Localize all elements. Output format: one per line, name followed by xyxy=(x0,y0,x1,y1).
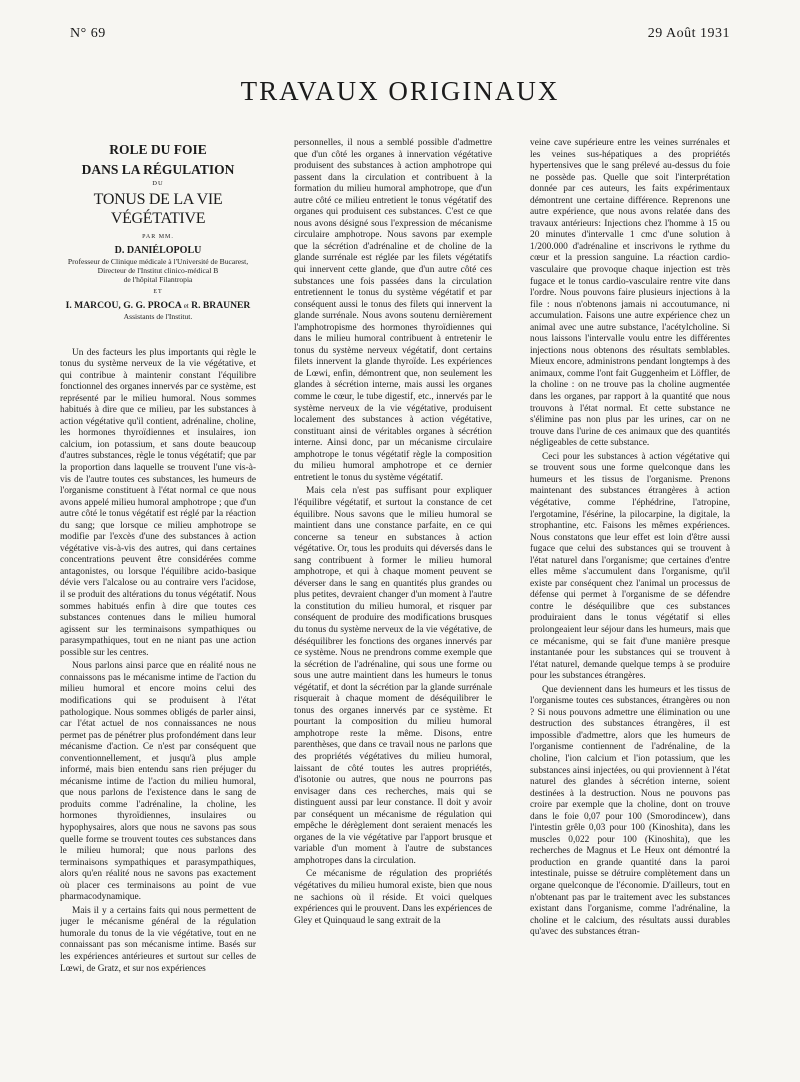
col2-paragraph-1: personnelles, il nous a semblé possible d'admettre que d'un côté les organes à innervation végétative produisent des substances à action amphotrope qui passent dans la circulation et contribuent à la formation du milieu humoral amphotrope, que d'un autre côté ce milieu entretient le tonus végétatif des organes qui produisent ces substances. C'est ce que nous avons désigné sous l'expression de mécanisme circulaire amphotrope. Nous savons par exemple que la sécrétion d'adrénaline et de choline de la glande surrénale est réglée par les filets végétatifs qui innervent cette glande, que d'un autre côté ces substances une fois passées dans la circulation entretiennent le tonus du système végétatif et par conséquent aussi le tonus des filets qui innervent la glande surrénale. Nous avons soutenu dernièrement l'amphotropisme des hormones thyroïdiennes qui dans le milieu humoral contribuent à entretenir le tonus du système nerveux végétatif, dont certains filets innervent la glande thyroïde. Les expériences de Lœwi, enfin, démontrent que, non seulement les glandes à sécrétion interne, mais aussi les organes comme le cœur, le tube digestif, etc., innervés par le système nerveux de la vie végétative, produisent localement des substances à action végétative, constituant ainsi de véritables organes à sécrétion interne. Ainsi donc, par un mécanisme circulaire amphotrope le tonus végétatif règle la composition du milieu humoral amphotrope et ce dernier entretient le tonus du système végétatif. xyxy=(294,138,492,483)
author-1-affiliation-3: de l'hôpital Filantropia xyxy=(123,275,193,285)
author-1: D. DANIÉLOPOLU xyxy=(114,245,202,257)
article-title-line-3: TONUS DE LA VIE VÉGÉTATIVE xyxy=(93,190,223,227)
byline-et: ET xyxy=(153,289,163,296)
col2-paragraph-3: Ce mécanisme de régulation des propriétés végétatives du milieu humoral existe, bien que nous ne sachions où il réside. Et voici quelques expériences qui le prouvent. Dans les expériences de Gley et Quinquaud le sang extrait de la xyxy=(294,869,492,926)
author-1-affiliation-1: Professeur de Clinique médicale à l'Université de Bucarest, xyxy=(67,256,249,266)
col3-paragraph-1: veine cave supérieure entre les veines surrénales et les veines sus-hépatiques a des propriétés hypertensives que le sang prélevé au-dessus du foie ne possède pas. Quelle que soit l'interprétation donnée par ces auteurs, les faits expérimentaux démontrent une certaine différence. Reprenons une autre expérience, que nous avons relatée dans des travaux antérieurs: Injections chez l'homme à 15 ou 20 minutes d'intervalle 1 cmc d'une solution à 1/200.000 d'adrénaline et inscrivons le rythme du cœur et la pression sanguine. La réaction cardio-vasculaire que provoque chaque injection est très fugace et le tonus cardio-vasculaire rentre vite dans l'ordre. Nous pouvons faire plusieurs injections à la file : nous n'obtenons jamais ni accoutumance, ni accumulation. Faisons une autre expérience chez un animal avec une autre substance, l'acétylcholine. Si nous laissons l'intervalle voulu entre les différentes injections nous obtenons des résultats semblables. Mieux encore, administrons pendant longtemps à des animaux, comme l'ont fait Guggenheim et Löffler, de la choline : on ne trouve pas la choline augmentée dans les organes, par rapport à la quantité que nous trouvons à l'état normal. Et cette substance ne s'élimine pas non plus par les urines, car on ne trouve dans l'urine de ces animaux que des quantités négligeables de cette substance. xyxy=(530,138,730,449)
article-title-du: DU xyxy=(152,180,164,187)
col2-paragraph-2: Mais cela n'est pas suffisant pour expliquer l'équilibre végétatif, et surtout la constance de cet équilibre. Nous savons que le milieu humoral se maintient dans une constance parfaite, en ce qui concerne sa teneur en substances à action végétative. Or, tous les produits qui déversés dans le sang contribuent à former le milieu humoral amphotrope, et qui à chaque moment peuvent se déverser dans le sang en quantités plus grandes ou plus petites, devraient changer d'un moment à l'autre la constitution du milieu humoral, et risquer par conséquent de produire des modifications brusques du tonus du système nerveux de la vie végétative, de déséquilibrer les fonctions des organes innervés par ce système. Nous ne prendrons comme exemple que la sécrétion de l'adrénaline, qui sous une forme ou sous une autre maintient dans les humeurs le tonus végétatif, et dont la sécrétion par la glande surrénale risquerait à chaque moment de déséquilibrer le tonus des organes innervés par ce système. Et pourtant la composition du milieu humoral amphotrope reste la même. Disons, entre parenthèses, que dans ce travail nous ne parlons que des propriétés végétatives du milieu humoral, laissant de côté toutes les autres propriétés, d'isotonie ou autres, que nous ne pourrons pas envisager dans ces recherches, mais qui se distinguent aussi par leur constance. Il doit y avoir par conséquent un mécanisme de régulation qui empêche le dérèglement dont seraient menacés les organes de la vie végétative par l'apport brusque et variable d'un moment à l'autre de substances amphotropes dans la circulation. xyxy=(294,486,492,866)
col3-paragraph-2: Ceci pour les substances à action végétative qui se trouvent sous une forme quelconque dans les humeurs et les tissus de l'organisme. Prenons maintenant des substances étrangères à action végétative, comme l'éphédrine, l'atropine, l'ergotamine, l'ésérine, la pilocarpine, la digitale, la strophantine, etc. Faisons les mêmes expériences. Nous constatons que leur effet est loin d'être aussi fugace que celui des substances qui se trouvent à l'état naturel dans l'organisme; que certaines d'entre elles même s'accumulent dans l'organisme, qu'il existe par conséquent chez l'animal un processus de défense qui permet à l'organisme de se défendre contre le déséquilibre que ces substances produiraient dans le tonus végétatif si elles prolongeaient leur séjour dans les humeurs, mais que ce mécanisme, qui se fait d'une manière presque instantanée pour les substances qui se trouvent à l'état naturel, demande quelque temps à se produire pour les substances étrangères. xyxy=(530,451,730,682)
section-title: TRAVAUX ORIGINAUX xyxy=(240,76,560,106)
col1-paragraph-3: Mais il y a certains faits qui nous permettent de juger le mécanisme général de la régulation humorale du tonus de la vie végétative, tout en ne connaissant pas son mécanisme intime. Basés sur les expériences antérieures et surtout sur celles de Lœwi, de Gratz, et sur nos expériences xyxy=(60,905,256,974)
co-authors-et: et xyxy=(183,301,189,310)
co-authors-a: I. MARCOU, G. G. PROCA xyxy=(65,299,182,311)
byline-par: PAR MM. xyxy=(142,233,174,240)
co-authors-b: R. BRAUNER xyxy=(191,299,251,311)
col1-paragraph-2: Nous parlons ainsi parce que en réalité nous ne connaissons pas le mécanisme intime de l'action du milieu humoral et encore moins celui des modifications qui se produisent à l'état pathologique. Nous sommes obligés de parler ainsi, car l'état actuel de nos connaissances ne nous permet pas de pénétrer plus profondément dans leur mécanisme d'action. Ce n'est par conséquent que conventionnellement, et jusqu'à plus ample informé, mais bien entendu sans rien préjuger du mécanisme intime de l'action du milieu humoral, que nous parlons de l'existence dans le sang de produits comme l'adrénaline, la choline, les hormones thyroïdiennes, insulaires ou hypophysaires, alors que nous ne savons pas sous quelle forme se trouvent toutes ces substances dans le milieu humoral; que nous parlons des terminaisons sympathiques et parasympathiques, alors qu'en réalité nous ne savons pas exactement où placer ces terminaisons au point de vue pharmacodynamique. xyxy=(60,661,256,903)
page-number: N° 69 xyxy=(70,26,106,41)
column-1 xyxy=(60,138,256,1068)
co-authors xyxy=(60,300,256,313)
running-header xyxy=(70,26,730,46)
co-authors-affiliation: Assistants de l'Institut. xyxy=(123,312,193,322)
article-title-line-2: DANS LA RÉGULATION xyxy=(81,162,235,177)
issue-date: 29 Août 1931 xyxy=(647,26,730,41)
column-3 xyxy=(530,138,730,1068)
column-2 xyxy=(294,138,492,1068)
col3-paragraph-3: Que deviennent dans les humeurs et les tissus de l'organisme toutes ces substances, étrangères ou non ? Si nous pouvons admettre une élimination ou une destruction des substances étrangères, il est impossible d'admettre, alors que les humeurs de l'organisme contiennent de l'adrénaline, de la choline, l'ion calcium et l'ion potassium, que les substances ainsi injectées, ou qui proviennent à l'état naturel des glandes à sécrétion interne, soient destinées à la destruction. Nous ne pouvons pas croire par exemple que la choline, dont on trouve dans le foie 0,07 pour 100 (Smorodincew), dans l'intestin grêle 0,03 pour 100 (Kinoshita), dans les muscles 0,022 pour 100 (Kinoshita), que les recherches de Magnus et Le Heux ont démontré la production en grande quantité dans la paroi intestinale, puisse se détruire complètement dans un organe quelconque de l'économie. D'ailleurs, tout en n'obtenant pas par le traitement avec les substances existant dans l'organisme, comme l'adrénaline, la choline et le calcium, des résultats aussi durables qu'avec des substances étran- xyxy=(530,684,730,938)
article-title-line-1: ROLE DU FOIE xyxy=(109,142,207,157)
col1-paragraph-1: Un des facteurs les plus importants qui règle le tonus du système nerveux de la vie végétative, et qui contribue à maintenir constant l'équilibre fonctionnel des organes innervés par ce système, est représenté par le milieu humoral. Nous sommes habitués à dire que ce milieu, par les substances à action végétative qu'il contient, adrénaline, choline, les hormones thyroïdiennes et insulaires, ion calcium, ion potassium, et sans doute beaucoup d'autres substances, règle le tonus végétatif; que par la proportion dans laquelle se trouvent l'une vis-à-vis de l'autre toutes ces substances, les humeurs de l'organisme constituent à l'état normal ce que nous avons appelé milieu humoral amphotrope ; que d'un autre côté le tonus végétatif est réglé par la réaction du sang; que lorsque ce milieu amphotrope se modifie par l'excès d'une des substances à action végétative vis-à-vis des autres, qui dans certaines concentrations peuvent être considérées comme antagonistes, ou lorsque l'équilibre acido-basique dévie vers l'alcalose ou au contraire vers l'acidose, il se produit des altérations du tonus végétatif. Nous sommes habitués enfin à dire que toutes ces substances contenues dans le milieu humoral agissent sur les terminaisons sympathiques ou parasympathiques, tout en ne niant pas une action possible sur les centres. xyxy=(60,347,256,658)
author-1-affiliation-2: Directeur de l'Institut clinico-médical B xyxy=(97,265,219,275)
spacer xyxy=(60,322,256,348)
